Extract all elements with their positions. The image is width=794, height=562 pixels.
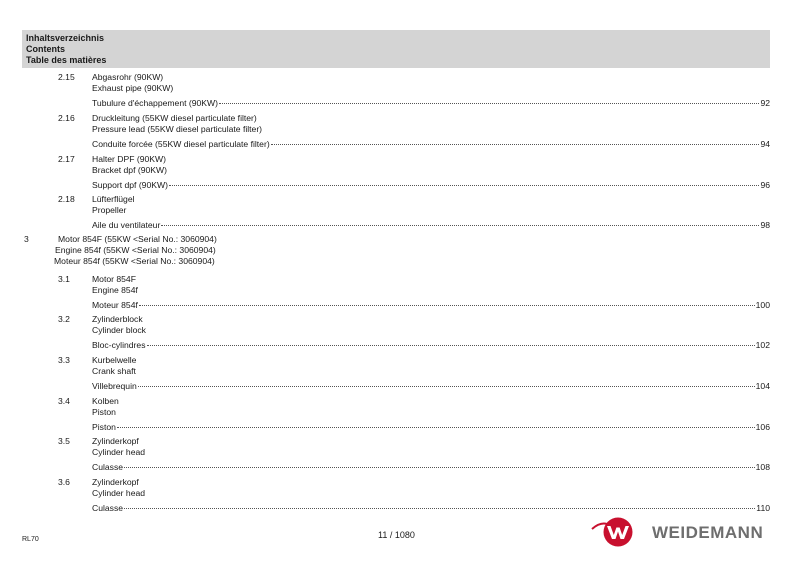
title-de: Druckleitung (55KW diesel particulate filter) <box>92 113 257 123</box>
title-de: Halter DPF (90KW) <box>92 154 167 164</box>
title-de: Zylinderkopf <box>92 436 139 446</box>
title-fr: Aile du ventilateur <box>92 220 161 230</box>
section-number: 2.17 <box>58 154 75 164</box>
dot-leader <box>169 174 759 186</box>
section-number: 3.4 <box>58 396 70 406</box>
title-en: Propeller <box>92 205 127 215</box>
dot-leader <box>117 416 755 428</box>
page-number[interactable]: 104 <box>755 381 770 391</box>
title-en: Piston <box>92 407 116 417</box>
title-fr: Piston <box>92 422 116 432</box>
title-en: Cylinder head <box>92 447 146 457</box>
section-number: 3.5 <box>58 436 70 446</box>
dot-leader <box>138 375 755 387</box>
page-number[interactable]: 110 <box>756 503 770 513</box>
section-number: 2.16 <box>58 113 75 123</box>
title-de: Zylinderblock <box>92 314 143 324</box>
section-number: 3.6 <box>58 477 70 487</box>
title-fr: Villebrequin <box>92 381 137 391</box>
section-number: 3.2 <box>58 314 70 324</box>
chapter-title-en: Engine 854f (55KW <Serial No.: 3060904) <box>55 245 216 255</box>
chapter-title-de: Motor 854F (55KW <Serial No.: 3060904) <box>58 234 217 244</box>
title-fr: Culasse <box>92 503 124 513</box>
page-number[interactable]: 94 <box>760 139 770 149</box>
dot-leader <box>124 497 755 509</box>
dot-leader <box>161 214 759 226</box>
page-number[interactable]: 98 <box>760 220 770 230</box>
weidemann-w-logo-icon <box>590 516 646 548</box>
page-number[interactable]: 102 <box>755 340 770 350</box>
title-fr: Moteur 854f <box>92 300 138 310</box>
dot-leader <box>219 92 759 104</box>
title-de: Kolben <box>92 396 119 406</box>
model-label: RL70 <box>22 536 39 543</box>
title-de: Motor 854F <box>92 274 136 284</box>
page-number[interactable]: 106 <box>755 422 770 432</box>
dot-leader <box>124 456 755 468</box>
title-en: Cylinder head <box>92 488 146 498</box>
title-fr: Culasse <box>92 462 124 472</box>
title-de: Kurbelwelle <box>92 355 137 365</box>
header-title-en: Contents <box>26 44 65 54</box>
page-number[interactable]: 100 <box>755 300 770 310</box>
title-en: Pressure lead (55KW diesel particulate filter) <box>92 124 263 134</box>
title-en: Engine 854f <box>92 285 138 295</box>
page-number[interactable]: 92 <box>760 98 770 108</box>
chapter-title-fr: Moteur 854f (55KW <Serial No.: 3060904) <box>54 256 215 266</box>
title-de: Abgasrohr (90KW) <box>92 72 164 82</box>
title-fr: Bloc-cylindres <box>92 340 146 350</box>
title-en: Crank shaft <box>92 366 136 376</box>
dot-leader <box>271 133 760 145</box>
title-en: Cylinder block <box>92 325 146 335</box>
dot-leader <box>147 334 755 346</box>
section-number: 2.18 <box>58 194 75 204</box>
header-title-fr: Table des matières <box>26 55 107 65</box>
dot-leader <box>139 294 755 306</box>
section-number: 3.3 <box>58 355 70 365</box>
section-number: 2.15 <box>58 72 75 82</box>
title-de: Lüfterflügel <box>92 194 135 204</box>
brand-name: WEIDEMANN <box>652 523 764 542</box>
section-number: 3.1 <box>58 274 70 284</box>
chapter-number: 3 <box>24 234 29 244</box>
title-fr: Tubulure d'échappement (90KW) <box>92 98 218 108</box>
title-fr: Conduite forcée (55KW diesel particulate filter) <box>92 139 270 149</box>
header-title-de: Inhaltsverzeichnis <box>26 33 105 43</box>
page-number[interactable]: 96 <box>760 180 770 190</box>
brand-logo <box>590 516 770 548</box>
title-de: Zylinderkopf <box>92 477 139 487</box>
title-fr: Support dpf (90KW) <box>92 180 168 190</box>
page-indicator: 11 / 1080 <box>378 530 415 540</box>
title-en: Bracket dpf (90KW) <box>92 165 167 175</box>
title-en: Exhaust pipe (90KW) <box>92 83 174 93</box>
page-number[interactable]: 108 <box>755 462 770 472</box>
